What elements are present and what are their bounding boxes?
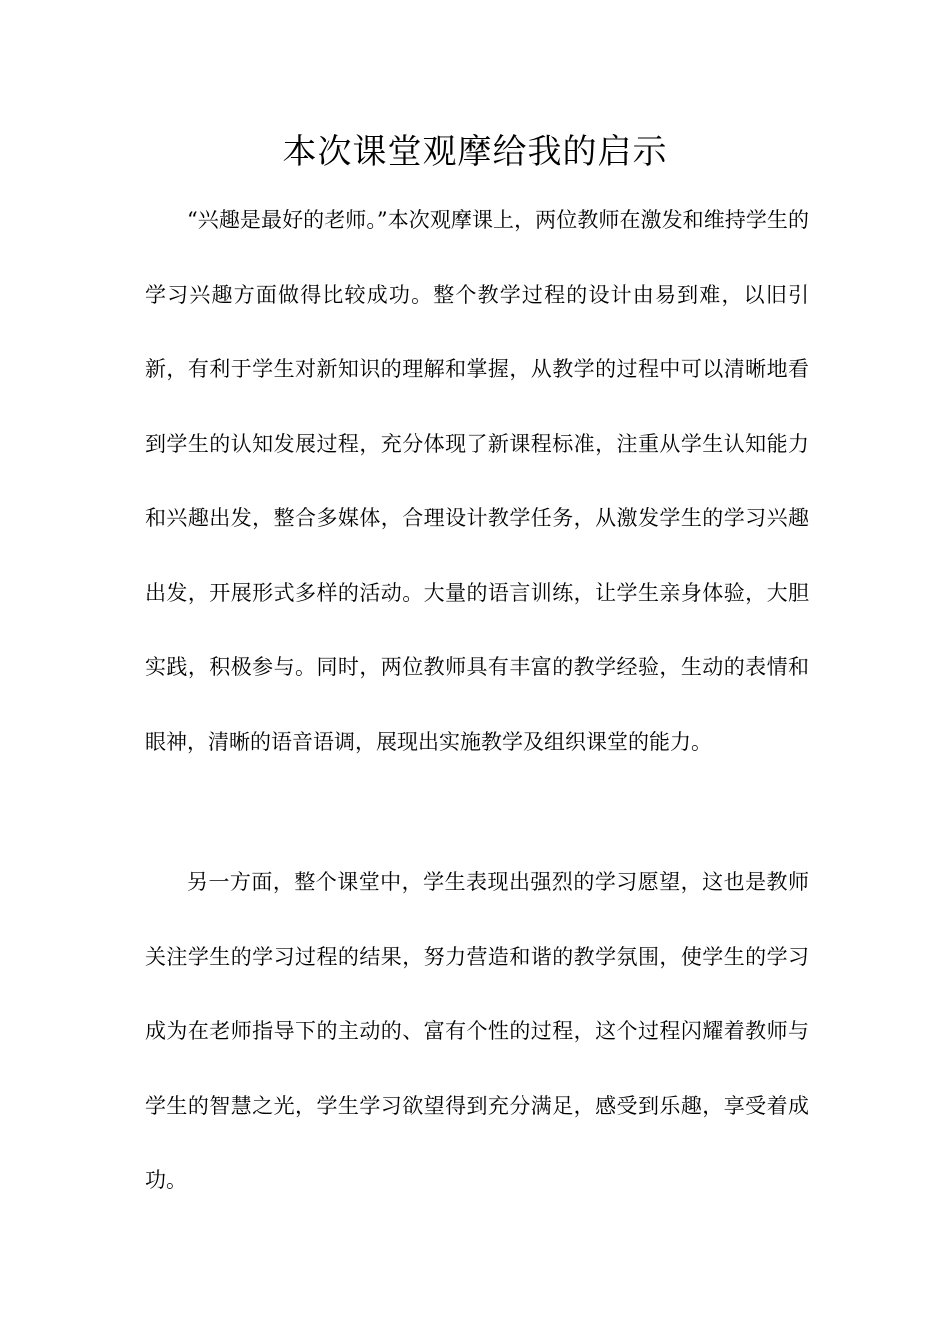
- paragraph-1: “兴趣是最好的老师。”本次观摩课上，两位教师在激发和维持学生的学习兴趣方面做得比较成功。整个教学过程的设计由易到难，以旧引新，有利于学生对新知识的理解和掌握，从教学的过程中可以清晰地看到学生的认知发展过程，充分体现了新课程标准，注重从学生认知能力和兴趣出发，整合多媒体，合理设计教学任务，从激发学生的学习兴趣出发，开展形式多样的活动。大量的语言训练，让学生亲身体验，大胆实践，积极参与。同时，两位教师具有丰富的教学经验，生动的表情和眼神，清晰的语音语调，展现出实施教学及组织课堂的能力。: [145, 208, 809, 754]
- document-title: 本次课堂观摩给我的启示: [282, 132, 668, 172]
- paragraph-2: 另一方面，整个课堂中，学生表现出强烈的学习愿望，这也是教师关注学生的学习过程的结果，努力营造和谐的教学氛围，使学生的学习成为在老师指导下的主动的、富有个性的过程，这个过程闪耀着教师与学生的智慧之光，学生学习欲望得到充分满足，感受到乐趣，享受着成功。: [145, 870, 809, 1192]
